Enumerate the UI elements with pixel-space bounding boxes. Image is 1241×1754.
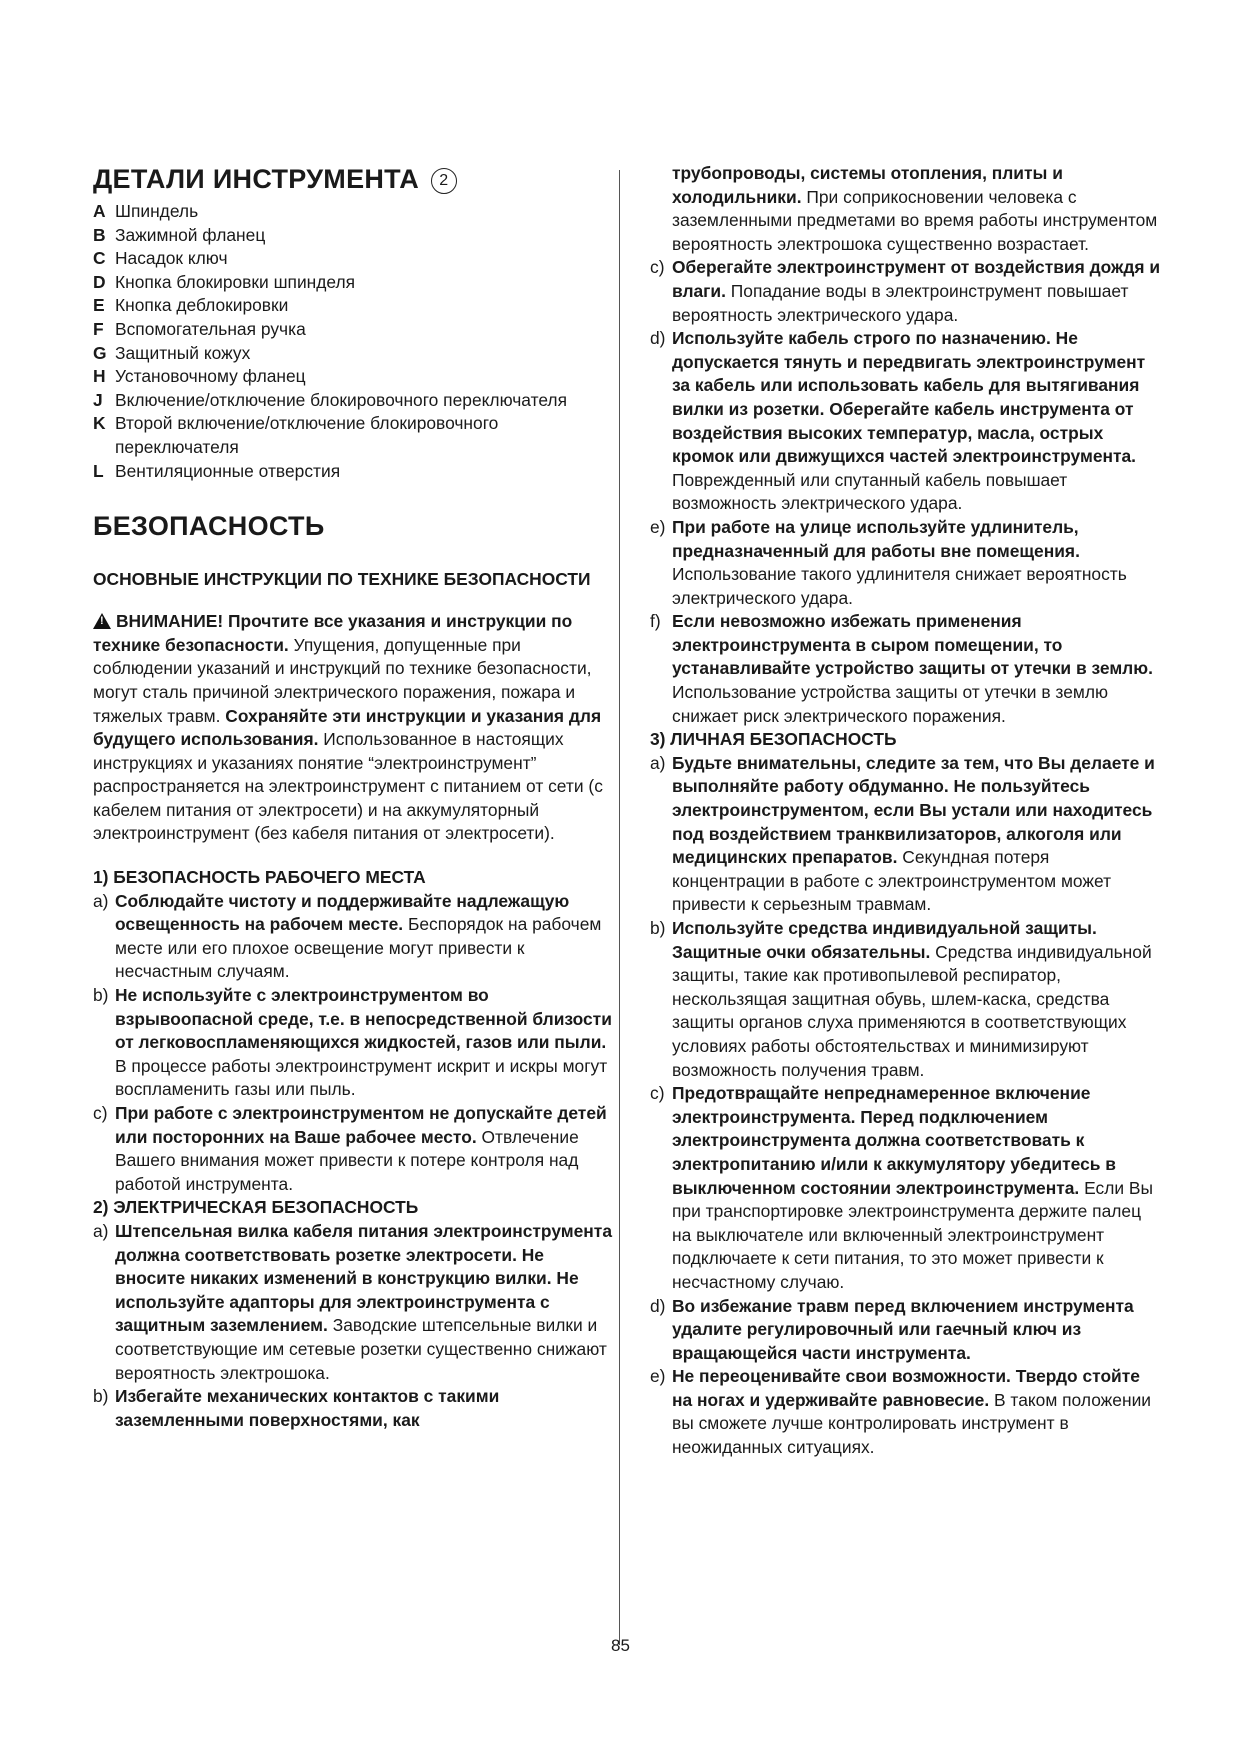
part-item: [93, 247, 615, 271]
part-label: Насадок ключ: [115, 248, 228, 269]
part-label: Зажимной фланец: [115, 224, 266, 245]
part-item: [93, 365, 615, 389]
figure-ref-badge: 2: [431, 168, 457, 194]
list-item: [93, 1220, 615, 1385]
item-text: В таком положении вы сможете лучше контролировать инструмент в неожиданных ситуациях.: [672, 1389, 1152, 1458]
list-item: [650, 1082, 1162, 1294]
part-item: [93, 294, 615, 318]
part-letter: K: [93, 413, 106, 434]
continuation-paragraph: трубопроводы, системы отопления, плиты и холодильники. При соприкосновении человека с заземленными предметами во время работы инструментом вероятность электрошока существенно возрастает.: [672, 163, 1158, 254]
part-label: Вентиляционные отверстия: [115, 460, 341, 481]
section1-title: 1) БЕЗОПАСНОСТЬ РАБОЧЕГО МЕСТА: [93, 867, 426, 888]
part-letter: E: [93, 295, 105, 316]
list-item: [650, 516, 1162, 610]
item-text: Секундная потеря концентрации в работе с электроинструментом может привести к серьезным травмам.: [672, 847, 1112, 915]
item-text: Если Вы при транспортировке электроинструмента держите палец на выключателе или включенный электроинструмент подключаете к сети питания, то это может привести к несчастному случаю.: [672, 1177, 1153, 1292]
parts-title: ДЕТАЛИ ИНСТРУМЕНТА 2: [93, 162, 615, 196]
part-label: Установочному фланец: [115, 366, 306, 387]
item-letter: d): [650, 328, 666, 349]
item-bold-text: При работе на улице используйте удлинитель, предназначенный для работы вне помещения.: [672, 516, 1080, 561]
list-item: [650, 256, 1162, 327]
section1-list: [93, 890, 615, 1197]
item-bold-text: Избегайте механических контактов с такими заземленными поверхностями, как: [115, 1386, 500, 1430]
safety-subtitle: ОСНОВНЫЕ ИНСТРУКЦИИ ПО ТЕХНИКЕ БЕЗОПАСНОСТИ: [93, 569, 591, 590]
item-letter: b): [93, 985, 109, 1006]
part-item: [93, 271, 615, 295]
list-item: [650, 327, 1162, 516]
list-item: [93, 1102, 615, 1196]
item-letter: c): [650, 1083, 665, 1104]
part-item: [93, 460, 615, 484]
list-item: [650, 610, 1162, 728]
part-letter: A: [93, 201, 106, 221]
right-column: [650, 162, 1162, 1460]
safety-title: БЕЗОПАСНОСТЬ: [93, 511, 325, 542]
list-item: [650, 917, 1162, 1082]
item-letter: b): [93, 1386, 109, 1407]
warning-paragraph: !ВНИМАНИЕ! Прочтите все указания и инструкции по технике безопасности. Упущения, допущенные при соблюдении указаний и инструкций по технике безопасности, могут сталь причиной электрического поражения, пожара и тяжелых травм. Сохраняйте эти инструкции и указания для будущего использования. Использованное в настоящих инструкциях и указаниях понятие “электроинструмент” распространяется на электроинструмент с питанием от сети (с кабелем питания от электросети) и на аккумуляторный электроинструмент (без кабеля питания от электросети).: [93, 610, 615, 846]
item-letter: d): [650, 1295, 666, 1316]
part-letter: J: [93, 389, 103, 410]
item-bold-text: Будьте внимательны, следите за тем, что Вы делаете и выполняйте работу обдуманно. Не пользуйтесь электроинструментом, если Вы устали или находитесь под воздействием транквилизаторов, алкоголя или медицинских препаратов.: [672, 752, 1155, 868]
part-label: Кнопка деблокировки: [115, 295, 289, 316]
item-text: Заводские штепсельные вилки и соответствующие им сетевые розетки существенно снижают вероятность электрошока.: [115, 1315, 607, 1383]
section2-list: [93, 1220, 615, 1432]
part-item: [93, 412, 615, 459]
part-letter: F: [93, 318, 104, 339]
section2-right-list: [650, 256, 1162, 728]
part-letter: L: [93, 460, 104, 481]
item-bold-text: Не переоценивайте свои возможности. Твердо стойте на ногах и удерживайте равновесие.: [672, 1366, 1140, 1410]
section2-title: 2) ЭЛЕКТРИЧЕСКАЯ БЕЗОПАСНОСТЬ: [93, 1197, 419, 1218]
part-item: [93, 200, 615, 224]
item-bold-text: Оберегайте электроинструмент от воздействия дождя и влаги.: [672, 257, 1161, 301]
list-item: [93, 984, 615, 1102]
section3-list: [650, 752, 1162, 1460]
item-bold-text: Используйте кабель строго по назначению. Не допускается тянуть и передвигать электроинструмент за кабель или использовать кабель для вытягивания вилки из розетки. Оберегайте кабель инструмента от воздействия высоких температур, масла, острых кромок или движущихся частей электроинструмента.: [672, 328, 1146, 467]
part-item: [93, 224, 615, 248]
list-item: [650, 752, 1162, 917]
page-number: 85: [611, 1636, 630, 1655]
part-letter: G: [93, 342, 107, 363]
item-text: Использование такого удлинителя снижает вероятность электрического удара.: [672, 564, 1127, 608]
section3-title: 3) ЛИЧНАЯ БЕЗОПАСНОСТЬ: [650, 729, 897, 750]
item-text: Использование устройства защиты от утечки в землю снижает риск электрического поражения.: [672, 682, 1109, 726]
item-letter: a): [93, 1220, 109, 1241]
item-text: Средства индивидуальной защиты, такие как противопылевой респиратор, нескользящая защитная обувь, шлем-каска, средства защиты органов слуха применяются в соответствующих условиях работы обстоятельствах и минимизируют возможность получения травм.: [672, 941, 1152, 1080]
part-letter: B: [93, 224, 106, 245]
item-text: Поврежденный или спутанный кабель повышает возможность электрического удара.: [672, 469, 1068, 514]
item-bold-text: Если невозможно избежать применения электроинструмента в сыром помещении, то устанавливайте устройство защиты от утечки в землю.: [672, 611, 1153, 679]
part-label: Защитный кожух: [115, 342, 251, 363]
item-bold-text: Используйте средства индивидуальной защиты. Защитные очки обязательны.: [672, 918, 1097, 962]
part-label: Второй включение/отключение блокировочного переключателя: [115, 413, 499, 457]
item-letter: c): [93, 1103, 108, 1123]
list-item: [650, 1365, 1162, 1459]
item-text: Отвлечение Вашего внимания может привести к потере контроля над работой инструмента.: [115, 1126, 579, 1194]
part-label: Включение/отключение блокировочного переключателя: [115, 389, 568, 410]
item-letter: e): [650, 516, 666, 537]
item-bold-text: Соблюдайте чистоту и поддерживайте надлежащую освещенность на рабочем месте.: [115, 890, 570, 935]
part-label: Шпиндель: [115, 201, 199, 221]
item-letter: a): [650, 752, 666, 773]
part-item: [93, 389, 615, 413]
item-letter: c): [650, 257, 665, 278]
item-text: Попадание воды в электроинструмент повышает вероятность электрического удара.: [672, 280, 1129, 325]
item-letter: a): [93, 890, 109, 911]
item-letter: e): [650, 1366, 666, 1387]
part-label: Вспомогательная ручка: [115, 318, 306, 339]
list-item: [93, 1385, 615, 1432]
item-text: В процессе работы электроинструмент искрит и искры могут воспламенить газы или пыль.: [115, 1055, 608, 1100]
item-bold-text: Во избежание травм перед включением инструмента удалите регулировочный или гаечный ключ из вращающейся части инструмента.: [672, 1295, 1134, 1363]
part-label: Кнопка блокировки шпинделя: [115, 271, 356, 292]
list-item: [93, 890, 615, 984]
part-item: [93, 318, 615, 342]
item-letter: b): [650, 918, 666, 938]
part-letter: D: [93, 271, 106, 292]
item-text: Беспорядок на рабочем месте или его плохое освещение могут привести к несчастным случаям.: [115, 914, 602, 982]
item-bold-text: Штепсельная вилка кабеля питания электроинструмента должна соответствовать розетке электросети. Не вносите никаких изменений в конструкцию вилки. Не используйте адапторы для электроинструмента с защитным заземлением.: [115, 1220, 612, 1336]
item-bold-text: Не используйте с электроинструментом во взрывоопасной среде, т.е. в непосредственной близости от легковоспламеняющихся жидкостей, газов или пыли.: [115, 985, 612, 1053]
column-divider: [619, 170, 620, 1645]
part-letter: C: [93, 248, 106, 269]
part-letter: H: [93, 366, 106, 387]
parts-list: [93, 200, 615, 483]
warning-triangle-icon: [93, 613, 111, 629]
list-item: [650, 1295, 1162, 1366]
item-bold-text: Предотвращайте непреднамеренное включение электроинструмента. Перед подключением электроинструмента должна соответствовать к электропитанию и/или к аккумулятору убедитесь в выключенном состоянии электроинструмента.: [672, 1083, 1116, 1198]
item-bold-text: При работе с электроинструментом не допускайте детей или посторонних на Ваше рабочее место.: [115, 1103, 607, 1147]
part-item: [93, 342, 615, 366]
item-letter: f): [650, 611, 661, 632]
left-column: [93, 162, 615, 1432]
